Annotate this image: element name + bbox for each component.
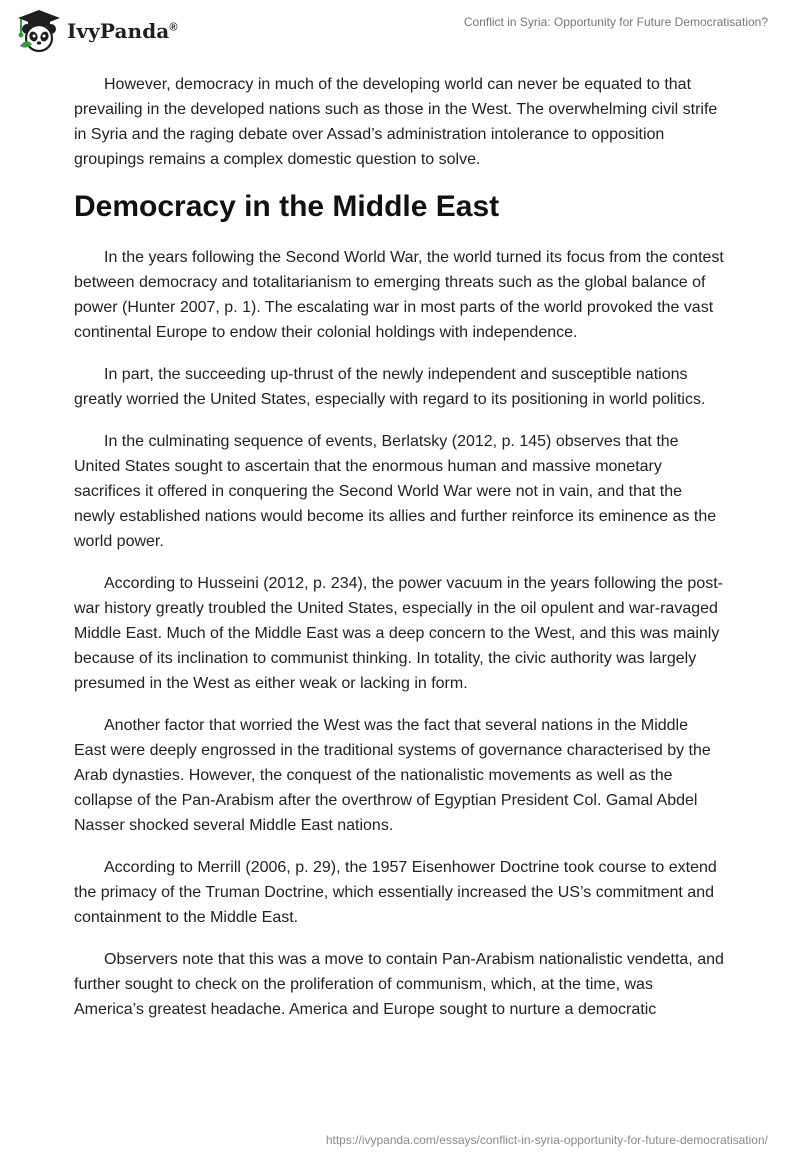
document-title: Conflict in Syria: Opportunity for Future Democratisation? bbox=[463, 15, 768, 29]
section-heading: Democracy in the Middle East bbox=[74, 190, 500, 223]
source-url-link[interactable]: https://ivypanda.com/essays/conflict-in-syria-opportunity-for-future-democratisation/ bbox=[325, 1133, 768, 1147]
page-header bbox=[0, 0, 800, 60]
body-paragraph: Another factor that worried the West was the fact that several nations in the Middle East were deeply engrossed in the traditional systems of governance characterised by the Arab dynasties. However, the conquest of the nationalistic movements as well as the collapse of the Pan-Arabism after the overthrow of Egyptian President Col. Gamal Abdel Nasser shocked several Middle East nations. bbox=[74, 717, 711, 834]
body-paragraph: In part, the succeeding up-thrust of the newly independent and susceptible nations greatly worried the United States, especially with regard to its positioning in world politics. bbox=[74, 366, 706, 408]
body-paragraph: In the years following the Second World War, the world turned its focus from the contest between democracy and totalitarianism to emerging threats such as the global balance of power (Hunter 2007, p. 1). The escalating war in most parts of the world provoked the vast continental Europe to endow their colonial holdings with independence. bbox=[74, 249, 724, 341]
essay-content bbox=[74, 72, 724, 1039]
body-paragraph: Observers note that this was a move to contain Pan-Arabism nationalistic vendetta, and further sought to check on the proliferation of communism, which, at the time, was America’s greatest headache. America and Europe sought to nurture a democratic bbox=[74, 951, 724, 1018]
panda-graduate-icon bbox=[14, 8, 64, 54]
registered-mark: ® bbox=[169, 21, 178, 34]
body-paragraph: In the culminating sequence of events, Berlatsky (2012, p. 145) observes that the United States sought to ascertain that the enormous human and massive monetary sacrifices it offered in conquering the Second World War were not in vain, and that the newly established nations would become its allies and further reinforce its eminence as the world power. bbox=[74, 433, 717, 550]
ivypanda-logo[interactable] bbox=[14, 8, 178, 54]
brand-name: IvyPanda® bbox=[67, 19, 178, 43]
intro-paragraph: However, democracy in much of the developing world can never be equated to that prevailing in the developed nations such as those in the West. The overwhelming civil strife in Syria and the raging debate over Assad’s administration intolerance to opposition groupings remains a complex domestic question to solve. bbox=[74, 76, 718, 168]
body-paragraph: According to Merrill (2006, p. 29), the 1957 Eisenhower Doctrine took course to extend the primacy of the Truman Doctrine, which essentially increased the US’s commitment and containment to the Middle East. bbox=[74, 859, 717, 926]
body-paragraph: According to Husseini (2012, p. 234), the power vacuum in the years following the post-war history greatly troubled the United States, especially in the oil opulent and war-ravaged Middle East. Much of the Middle East was a deep concern to the West, and this was mainly because of its inclination to communist thinking. In totality, the civic authority was largely presumed in the West as either weak or lacking in form. bbox=[74, 575, 723, 692]
